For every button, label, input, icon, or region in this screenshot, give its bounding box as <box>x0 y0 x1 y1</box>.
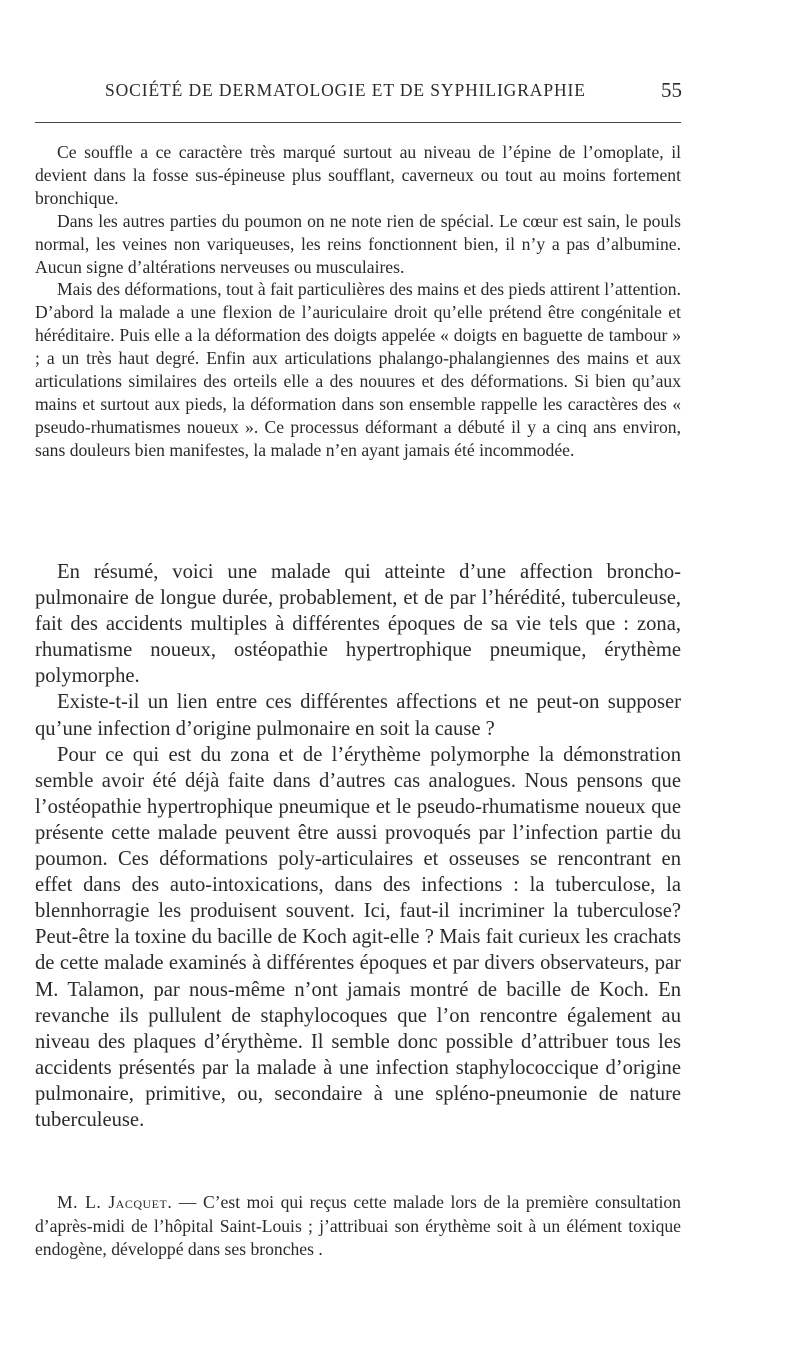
remark-paragraph <box>35 1191 681 1262</box>
paragraph-question: Existe-t-il un lien entre ces différentes affections et ne peut-on supposer qu’une infection d’origine pulmonaire en soit la cause ? <box>35 691 681 740</box>
paragraph-deformations: Mais des déformations, tout à fait particulières des mains et des pieds attirent l’attention. D’abord la malade a une flexion de l’auriculaire droit qu’elle prétend être congénitale et héréditaire. Puis elle a la déformation des doigts appelée « doigts en baguette de tambour » ; a un très haut degré. Enfin aux articulations phalango-phalangiennes des mains et aux articulations similaires des orteils elle a des nouures et des déformations. Si bien qu’aux mains et surtout aux pieds, la déformation dans son ensemble rappelle les caractères des « pseudo-rhumatismes noueux ». Ce processus déformant a débuté il y a cinq ans environ, sans douleurs bien manifestes, la malade n’en ayant jamais été incommodée. <box>35 279 681 460</box>
paragraph-poumon: Dans les autres parties du poumon on ne note rien de spécial. Le cœur est sain, le pouls normal, les veines non variqueuses, les reins fonctionnent bien, il n’y a pas d’albumine. Aucun signe d’altérations nerveuses ou musculaires. <box>35 210 681 277</box>
discussion-remark <box>35 1191 681 1262</box>
paragraph-souffle: Ce souffle a ce caractère très marqué surtout au niveau de l’épine de l’omoplate, il devient dans la fosse sus-épineuse plus soufflant, caverneux ou tout au moins fortement bronchique. <box>35 142 681 208</box>
case-description-block <box>35 141 681 462</box>
paragraph-resume: En résumé, voici une malade qui atteinte d’une affection broncho-pulmonaire de longue durée, probablement, et de par l’hérédité, tuberculeuse, fait des accidents multiples à différentes époques de sa vie tels que : zona, rhumatisme noueux, ostéopathie hypertrophique pneumique, érythème polymorphe. <box>35 561 681 688</box>
header-rule <box>35 122 681 123</box>
running-title: SOCIÉTÉ DE DERMATOLOGIE ET DE SYPHILIGRAPHIE <box>105 80 586 100</box>
remark-speaker: M. L. Jacquet. <box>57 1192 173 1212</box>
running-head <box>35 80 681 110</box>
discussion-block <box>35 559 681 1133</box>
paragraph-zona: Pour ce qui est du zona et de l’érythème polymorphe la démonstration semble avoir été déjà faite dans d’autres cas analogues. Nous pensons que l’ostéopathie hypertrophique pneumique et le pseudo-rhumatisme noueux que présente cette malade peuvent être aussi provoqués par l’infection partie du poumon. Ces déformations poly-articulaires et osseuses se rencontrant en effet dans des auto-intoxications, dans des infections : la tuberculose, la blennhorragie les produisent souvent. Ici, faut-il incriminer la tuberculose? Peut-être la toxine du bacille de Koch agit-elle ? Mais fait curieux les crachats de cette malade examinés à différentes époques et par divers observateurs, par M. Talamon, par nous-même n’ont jamais montré de bacille de Koch. En revanche ils pullulent de staphylocoques que l’on rencontre également au niveau des plaques d’érythème. Il semble donc possible d’attribuer tous les accidents présentés par la malade à une infection staphylococcique d’origine pulmonaire, primitive, ou, secondaire à une spléno-pneumonie de nature tuberculeuse. <box>35 743 681 1131</box>
remark-text: — C’est moi qui reçus cette malade lors de la première consultation d’après-midi de l’hôpital Saint-Louis ; j’attribuai son érythème soit à un élément toxique endogène, développé dans ses bronches . <box>35 1192 681 1259</box>
page-number: 55 <box>661 78 682 102</box>
